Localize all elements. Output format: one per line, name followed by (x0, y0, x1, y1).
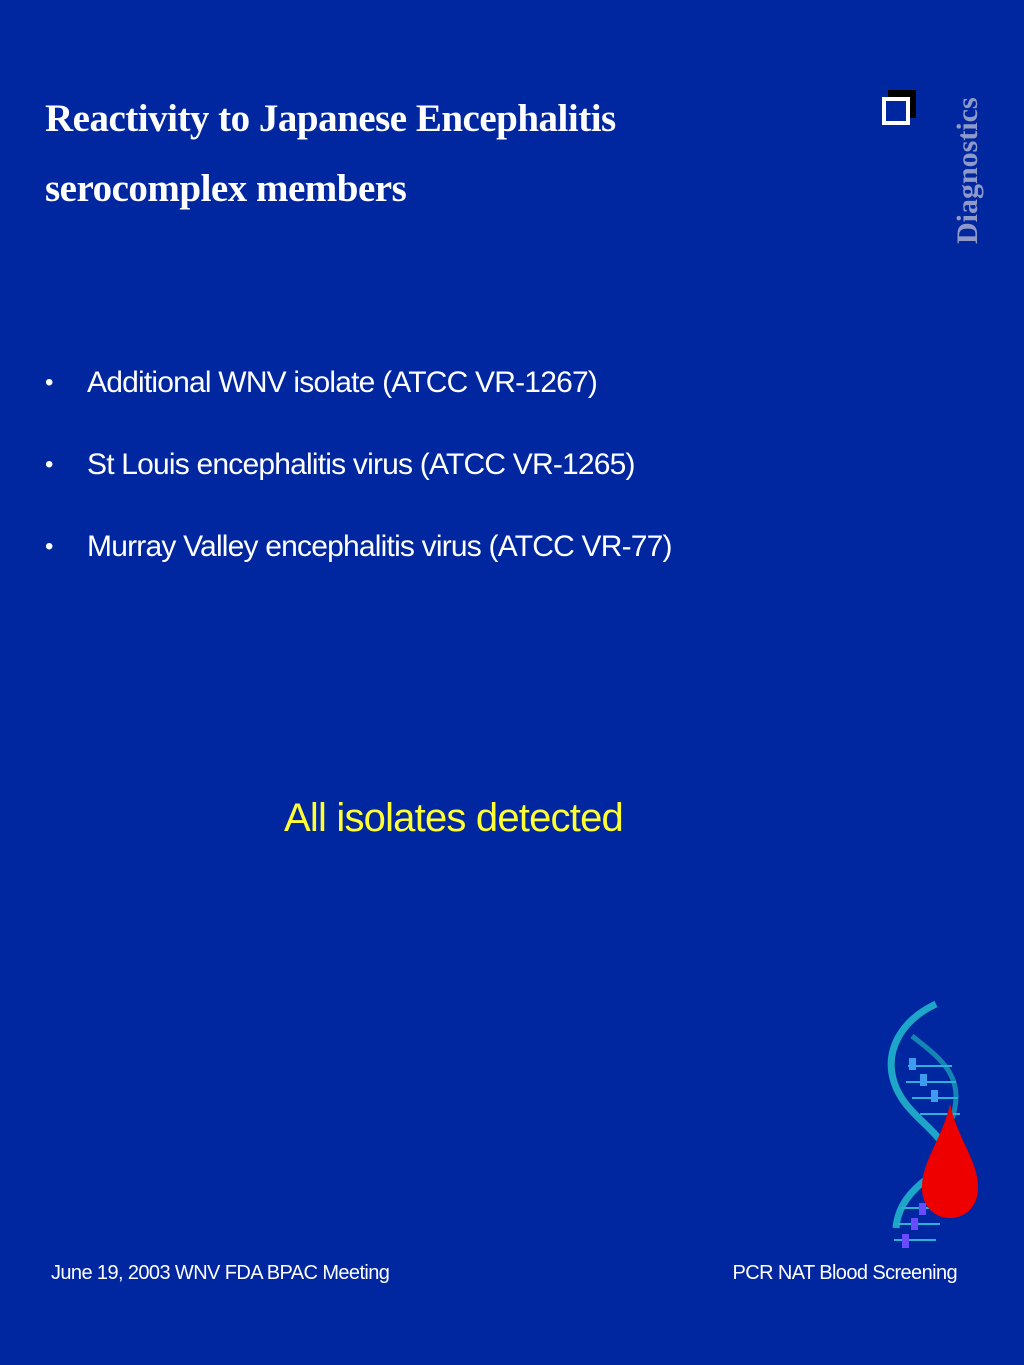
section-label: Diagnostics (951, 97, 984, 244)
bullet-text: Murray Valley encephalitis virus (ATCC VR-77) (87, 530, 672, 563)
bullet-text: Additional WNV isolate (ATCC VR-1267) (87, 366, 598, 399)
footer-meeting: June 19, 2003 WNV FDA BPAC Meeting (51, 1262, 390, 1284)
slide-title-line-2: serocomplex members (45, 167, 407, 210)
conclusion-text: All isolates detected (284, 796, 623, 840)
footer-topic: PCR NAT Blood Screening (732, 1262, 957, 1284)
dna-blood-drop-logo-icon (882, 1000, 992, 1255)
bullet-text: St Louis encephalitis virus (ATCC VR-1265) (87, 448, 635, 481)
bullet-icon: • (45, 451, 53, 478)
slide-title-line-1: Reactivity to Japanese Encephalitis (45, 97, 616, 140)
bullet-icon: • (45, 369, 53, 396)
checkbox-icon (880, 88, 918, 128)
slide-title (45, 84, 805, 224)
bullet-icon: • (45, 533, 53, 560)
